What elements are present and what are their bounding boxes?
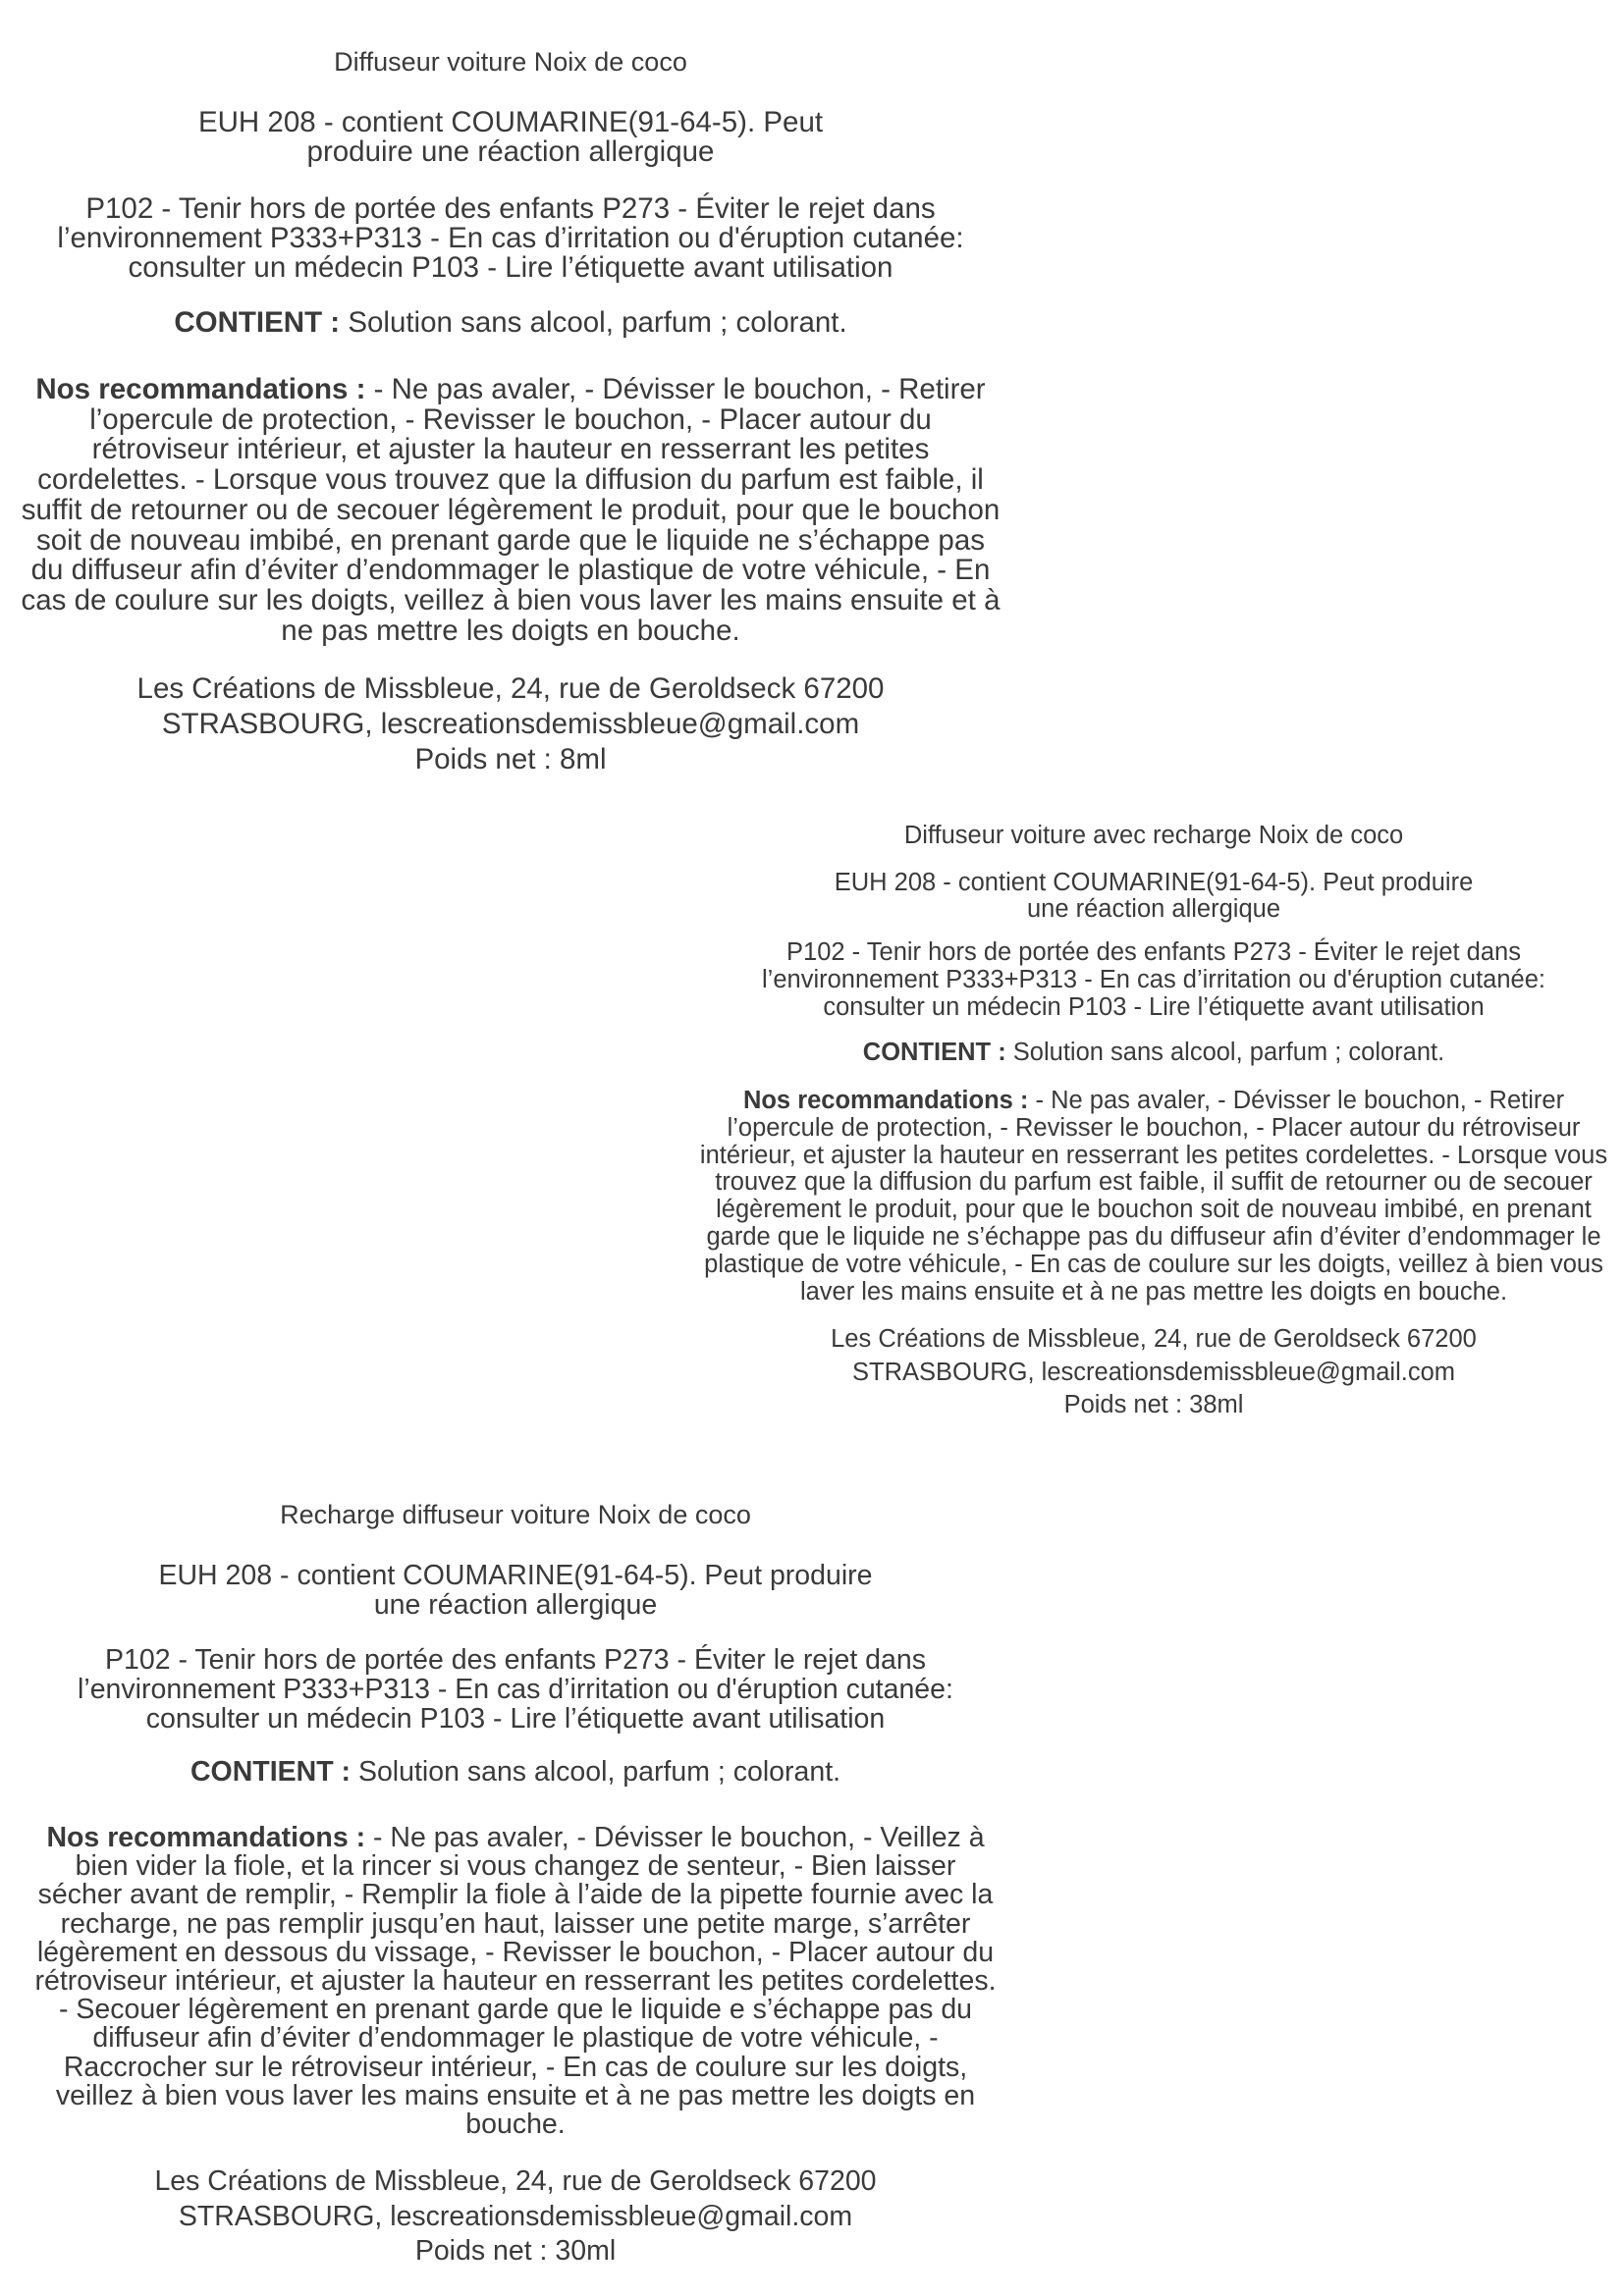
address-line-1: Les Créations de Missbleue, 24, rue de Geroldseck 67200 [831, 1325, 1477, 1354]
address-line-1: Les Créations de Missbleue, 24, rue de Geroldseck 67200 [154, 2165, 877, 2198]
recommendations-text: - Ne pas avaler, - Dévisser le bouchon, - Retirer l’opercule de protection, - Revisser le bouchon, - Placer autour du rétroviseur intérieur, et ajuster la hauteur en resserrant les petites cordelettes. - Lorsque vous trouvez que la diffusion du parfum est faible, il suffit de retourner ou de secouer légèrement le produit, pour que le bouchon soit de nouveau imbibé, en prenant garde que le liquide ne s’échappe pas du diffuseur afin d’éviter d’endommager le plastique de votre véhicule, - En cas de coulure sur les doigts, veillez à bien vous laver les mains ensuite et à ne pas mettre les doigts en bouche. [21, 373, 1001, 647]
product-title: Diffuseur voiture avec recharge Noix de coco [903, 822, 1404, 849]
recommendations [29, 1824, 1001, 2139]
contents-label: CONTIENT : [862, 1039, 1006, 1066]
hazard-statement: EUH 208 - contient COUMARINE(91-64-5). Peut produire une réaction allergique [197, 106, 824, 168]
contents-label: CONTIENT : [174, 306, 341, 339]
recommendations [20, 375, 1001, 646]
precaution-statements: P102 - Tenir hors de portée des enfants P273 - Éviter le rejet dans l’environnement P333+P313 - En cas d’irritation ou d'éruption cutanée: consulter un médecin P103 - Lire l’étiquette avant utilisation [762, 938, 1545, 1021]
address-line-2: STRASBOURG, lescreationsdemissbleue@gmail.com [178, 2200, 853, 2232]
manufacturer-block [20, 671, 1001, 777]
recommendations-label: Nos recommandations : [46, 1822, 366, 1853]
hazard-statement: EUH 208 - contient COUMARINE(91-64-5). Peut produire une réaction allergique [834, 869, 1474, 923]
recommendations-text: - Ne pas avaler, - Dévisser le bouchon, - Veillez à bien vider la fiole, et la rincer si vous changez de senteur, - Bien laisser sécher avant de remplir, - Remplir la fiole à l’aide de la pipette fournie avec la recharge, ne pas remplir jusqu’en haut, laisser une petite marge, s’arrêter légèrement en dessous du vissage, - Revisser le bouchon, - Placer autour du rétroviseur intérieur, et ajuster la hauteur en resserrant les petites cordelettes. - Secouer légèrement en prenant garde que le liquide e s’échappe pas du diffuseur afin d’éviter d’endommager le plastique de votre véhicule, - Raccrocher sur le rétroviseur intérieur, - En cas de coulure sur les doigts, veillez à bien vous laver les mains ensuite et à ne pas mettre les doigts en bouche. [34, 1822, 997, 2141]
net-weight: Poids net : 38ml [1063, 1391, 1244, 1419]
recommendations-text: - Ne pas avaler, - Dévisser le bouchon, - Retirer l’opercule de protection, - Revisser le bouchon, - Placer autour du rétroviseur intérieur, et ajuster la hauteur en resserrant les petites cordelettes. - Lorsque vous trouvez que la diffusion du parfum est faible, il suffit de retourner ou de secouer légèrement le produit, pour que le bouchon soit de nouveau imbibé, en prenant garde que le liquide ne s’échappe pas du diffuseur afin d’éviter d’endommager le plastique de votre véhicule, - En cas de coulure sur les doigts, veillez à bien vous laver les mains ensuite et à ne pas mettre les doigts en bouche. [699, 1087, 1608, 1306]
precaution-statements: P102 - Tenir hors de portée des enfants P273 - Éviter le rejet dans l’environnement P333+P313 - En cas d’irritation ou d'éruption cutanée: consulter un médecin P103 - Lire l’étiquette avant utilisation [57, 192, 964, 284]
label-diffuseur-8ml [20, 45, 1001, 777]
contents-label: CONTIENT : [189, 1756, 352, 1788]
manufacturer-block [692, 1323, 1615, 1422]
contents-line [692, 1039, 1615, 1066]
contents-text: Solution sans alcool, parfum ; colorant. [340, 306, 847, 339]
hazard-statement: EUH 208 - contient COUMARINE(91-64-5). Peut produire une réaction allergique [158, 1560, 873, 1621]
address-line-2: STRASBOURG, lescreationsdemissbleue@gmail.com [851, 1358, 1455, 1386]
contents-text: Solution sans alcool, parfum ; colorant. [1005, 1039, 1445, 1066]
address-line-1: Les Créations de Missbleue, 24, rue de Geroldseck 67200 [136, 672, 885, 706]
label-diffuseur-recharge-38ml [692, 819, 1615, 1422]
manufacturer-block [29, 2164, 1001, 2269]
contents-line [20, 308, 1001, 338]
product-title: Diffuseur voiture Noix de coco [334, 47, 687, 77]
recommendations [692, 1088, 1615, 1306]
product-title: Recharge diffuseur voiture Noix de coco [280, 1500, 751, 1529]
precaution-statements: P102 - Tenir hors de portée des enfants P273 - Éviter le rejet dans l’environnement P333+P313 - En cas d’irritation ou d'éruption cutanée: consulter un médecin P103 - Lire l’étiquette avant utilisation [78, 1644, 953, 1735]
contents-line [29, 1757, 1001, 1787]
address-line-2: STRASBOURG, lescreationsdemissbleue@gmail.com [161, 708, 860, 741]
recommendations-label: Nos recommandations : [35, 373, 366, 405]
net-weight: Poids net : 8ml [414, 743, 607, 776]
recommendations-label: Nos recommandations : [742, 1087, 1029, 1114]
label-recharge-30ml [29, 1498, 1001, 2269]
contents-text: Solution sans alcool, parfum ; colorant. [351, 1756, 841, 1788]
net-weight: Poids net : 30ml [414, 2235, 617, 2268]
